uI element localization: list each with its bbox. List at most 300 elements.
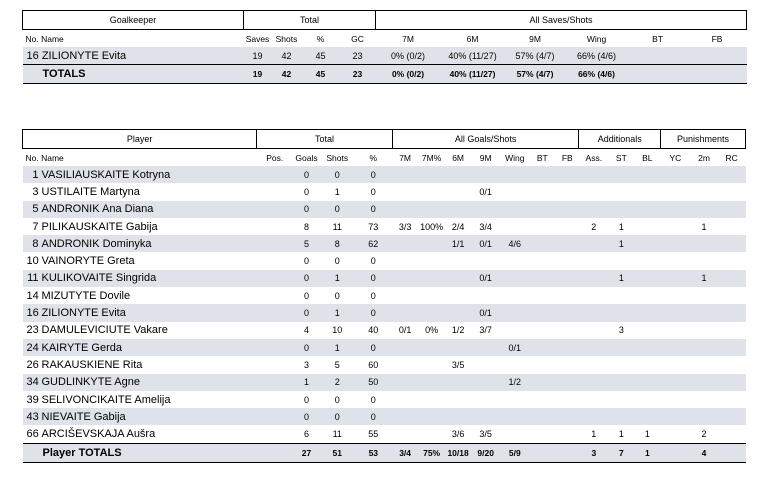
wing-cell (500, 408, 529, 425)
player-number: 26 (26, 358, 39, 371)
red-card-cell (718, 356, 746, 373)
yellow-card-cell (661, 166, 691, 183)
fb-cell (556, 201, 579, 218)
6m-cell (445, 408, 470, 425)
blocks-cell (634, 339, 661, 356)
goalkeeper-totals-row (23, 65, 747, 84)
steals-cell (609, 201, 634, 218)
7m-cell (392, 201, 417, 218)
additionals-group-header: Additionals (579, 130, 661, 149)
totals-label: TOTALS (23, 65, 244, 84)
6m-cell (445, 391, 470, 408)
pos-header: Pos. (266, 152, 284, 163)
total-group-header: Total (244, 11, 376, 30)
pos-cell (257, 356, 293, 373)
7m-percent-cell (418, 304, 446, 321)
6m-cell (445, 270, 470, 287)
bt-cell (529, 166, 555, 183)
wing-cell (500, 252, 529, 269)
table-row (23, 322, 746, 339)
two-minutes-cell (690, 356, 718, 373)
player-name: GUDLINKYTE Agne (41, 376, 140, 389)
shots-cell: 1 (320, 270, 354, 287)
bt-header: BT (652, 33, 663, 44)
7m-percent-cell (418, 201, 446, 218)
percent-cell: 62 (354, 235, 392, 252)
7m-percent-cell (418, 183, 446, 200)
player-number: 16 (26, 307, 39, 320)
player-number: 34 (26, 376, 39, 389)
table-row (23, 304, 746, 321)
7m-percent-cell: 75% (418, 443, 446, 462)
percent-cell: 0 (354, 166, 392, 183)
percent-cell: 0 (370, 256, 376, 267)
6m-cell (445, 166, 470, 183)
7m-percent-cell (418, 391, 446, 408)
player-name: ZILIONYTE Evita (41, 307, 126, 320)
steals-cell (609, 166, 634, 183)
red-card-cell (718, 201, 746, 218)
pos-cell (257, 270, 293, 287)
9m-cell (471, 374, 501, 391)
two-minutes-cell: 4 (690, 443, 718, 462)
fb-cell (556, 356, 579, 373)
7m-cell (392, 304, 417, 321)
9m-cell (471, 356, 501, 373)
yellow-card-header: YC (669, 152, 682, 163)
blocks-cell (634, 218, 661, 235)
two-minutes-cell (690, 183, 718, 200)
assists-cell (579, 391, 609, 408)
percent-cell: 55 (368, 429, 379, 440)
blocks-cell (634, 287, 661, 304)
wing-cell: 4/6 (500, 235, 529, 252)
player-name-cell (23, 391, 257, 408)
bt-cell (529, 356, 555, 373)
shots-header: Shots (275, 33, 298, 44)
assists-cell (579, 183, 609, 200)
player-name-cell (23, 270, 257, 287)
player-number: 1 (32, 168, 39, 181)
wing-cell: 0/1 (500, 339, 529, 356)
bt-cell (529, 270, 555, 287)
gc-cell: 23 (340, 65, 376, 84)
player-number: 8 (32, 237, 39, 250)
no-name-header: No. Name (25, 33, 64, 44)
goals-cell: 0 (304, 186, 310, 197)
player-name: VAINORYTE Greta (41, 255, 135, 268)
assists-cell (579, 166, 609, 183)
table-row (23, 166, 746, 183)
9m-cell (471, 287, 501, 304)
wing-cell (500, 425, 529, 443)
goalkeeper-group-header-row (23, 11, 747, 30)
6m-cell: 40% (11/27) (441, 65, 505, 84)
pos-cell (257, 201, 293, 218)
shots-cell: 0 (334, 394, 340, 405)
bt-cell (529, 425, 555, 443)
red-card-cell (718, 218, 746, 235)
9m-cell: 57% (4/7) (505, 47, 566, 65)
bt-cell (529, 287, 555, 304)
steals-cell: 1 (609, 270, 634, 287)
yellow-card-cell (661, 425, 691, 443)
table-row (23, 339, 746, 356)
shots-cell: 0 (320, 166, 354, 183)
percent-cell: 0 (370, 394, 376, 405)
table-row (23, 218, 746, 235)
two-minutes-cell (690, 235, 718, 252)
6m-cell: 2/4 (451, 221, 465, 232)
6m-cell (445, 374, 470, 391)
percent-cell: 0 (370, 186, 376, 197)
goals-cell: 6 (304, 429, 310, 440)
player-number: 3 (32, 185, 39, 198)
blocks-cell (634, 374, 661, 391)
two-minutes-cell (690, 322, 718, 339)
goals-cell: 0 (304, 256, 310, 267)
7m-header: 7M (402, 33, 414, 44)
percent-cell: 60 (368, 359, 379, 370)
steals-cell (609, 252, 634, 269)
7m-percent-cell (418, 339, 446, 356)
player-number: 66 (26, 428, 39, 441)
9m-cell (471, 339, 501, 356)
goalkeeper-table (22, 10, 747, 84)
6m-cell (445, 252, 470, 269)
yellow-card-cell (661, 287, 691, 304)
player-name: ANDRONIK Ana Diana (41, 203, 154, 216)
9m-cell: 3/7 (479, 325, 492, 336)
7m-percent-cell (418, 270, 446, 287)
7m-cell (392, 374, 417, 391)
table-row (23, 287, 746, 304)
goals-header: Goals (295, 152, 318, 163)
goals-cell: 0 (293, 408, 321, 425)
fb-cell (556, 252, 579, 269)
gc-cell: 23 (340, 47, 376, 65)
percent-cell: 40 (368, 325, 379, 336)
wing-cell: 66% (4/6) (566, 65, 628, 84)
bt-cell (529, 408, 555, 425)
blocks-cell (634, 408, 661, 425)
7m-cell (392, 425, 417, 443)
table-row (23, 47, 747, 65)
pos-cell (257, 287, 293, 304)
fb-cell (556, 443, 579, 462)
player-name: MIZUTYTE Dovile (41, 289, 131, 302)
player-column-header-row (23, 149, 746, 167)
pos-cell (257, 235, 293, 252)
bt-cell (529, 339, 555, 356)
9m-cell (471, 391, 501, 408)
fb-cell (556, 287, 579, 304)
fb-cell (556, 339, 579, 356)
goalkeeper-column-header-row (23, 30, 747, 48)
steals-cell: 7 (609, 443, 634, 462)
player-name-cell (23, 166, 257, 183)
shots-cell: 0 (320, 408, 354, 425)
9m-cell (471, 408, 501, 425)
6m-cell (445, 183, 470, 200)
7m-header: 7M (399, 152, 412, 163)
two-minutes-cell (690, 166, 718, 183)
assists-cell: 2 (591, 221, 597, 232)
assists-cell (579, 408, 609, 425)
player-name-cell (23, 218, 257, 235)
fb-cell (556, 183, 579, 200)
pos-cell (257, 339, 293, 356)
assists-cell (579, 356, 609, 373)
wing-header: Wing (586, 33, 607, 44)
red-card-cell (718, 166, 746, 183)
pos-cell (257, 374, 293, 391)
player-name: SELIVONCIKAITE Amelija (41, 393, 171, 406)
yellow-card-cell (661, 391, 691, 408)
yellow-card-cell (661, 339, 691, 356)
bt-cell (628, 65, 688, 84)
yellow-card-cell (661, 252, 691, 269)
player-number: 10 (26, 255, 39, 268)
yellow-card-cell (661, 322, 691, 339)
7m-cell: 0/1 (398, 325, 412, 336)
red-card-cell (718, 322, 746, 339)
steals-cell (609, 304, 634, 321)
blocks-cell: 1 (644, 429, 650, 440)
fb-header: FB (711, 33, 723, 44)
two-minutes-cell: 2 (701, 429, 707, 440)
goals-cell: 1 (293, 374, 321, 391)
two-minutes-cell (690, 339, 718, 356)
fb-cell (556, 322, 579, 339)
goals-cell: 0 (293, 201, 321, 218)
yellow-card-cell (661, 201, 691, 218)
pos-cell (257, 408, 293, 425)
9m-cell: 0/1 (471, 235, 501, 252)
fb-cell (556, 235, 579, 252)
player-number: 14 (26, 289, 39, 302)
player-name: PILIKAUSKAITE Gabija (41, 220, 158, 233)
fb-cell (556, 166, 579, 183)
shots-cell: 42 (272, 65, 302, 84)
percent-cell: 0 (370, 290, 376, 301)
wing-cell: 1/2 (500, 374, 529, 391)
steals-cell: 1 (618, 221, 624, 232)
wing-cell (500, 304, 529, 321)
table-row (23, 252, 746, 269)
9m-cell: 57% (4/7) (505, 65, 566, 84)
red-card-cell (718, 252, 746, 269)
6m-header: 6M (452, 152, 464, 163)
saves-cell: 19 (244, 65, 272, 84)
assists-cell (579, 287, 609, 304)
table-row (23, 356, 746, 373)
wing-cell (500, 270, 529, 287)
fb-cell (556, 408, 579, 425)
player-name: VASILIAUSKAITE Kotryna (41, 168, 171, 181)
pos-cell (257, 391, 293, 408)
blocks-cell (634, 235, 661, 252)
steals-cell (609, 374, 634, 391)
6m-cell: 40% (11/27) (441, 47, 505, 65)
shots-cell: 11 (332, 221, 342, 232)
9m-cell: 0/1 (471, 304, 501, 321)
table-row (23, 201, 746, 218)
shots-cell: 5 (334, 359, 340, 370)
7m-cell (392, 408, 417, 425)
percent-cell: 45 (302, 47, 340, 65)
7m-percent-cell (418, 356, 446, 373)
yellow-card-cell (661, 218, 691, 235)
red-card-cell (718, 425, 746, 443)
7m-cell (392, 252, 417, 269)
goals-cell: 8 (304, 221, 310, 232)
two-minutes-cell (690, 391, 718, 408)
7m-cell (392, 166, 417, 183)
player-name-cell (23, 252, 257, 269)
table-row (23, 425, 746, 443)
assists-cell (579, 374, 609, 391)
shots-cell: 0 (334, 290, 340, 301)
percent-cell: 45 (302, 65, 340, 84)
bt-cell (529, 252, 555, 269)
assists-cell: 3 (579, 443, 609, 462)
totals-label: Player TOTALS (23, 443, 257, 462)
bt-cell (529, 304, 555, 321)
goals-cell: 0 (293, 270, 321, 287)
percent-cell: 0 (354, 304, 392, 321)
percent-cell: 0 (354, 270, 392, 287)
steals-cell: 1 (609, 235, 634, 252)
7m-percent-cell: 0% (425, 325, 439, 336)
fb-cell (556, 374, 579, 391)
shots-header: Shots (326, 152, 349, 163)
player-name-cell (23, 425, 257, 443)
player-totals-row (23, 443, 746, 462)
blocks-cell (634, 201, 661, 218)
bt-cell (529, 183, 555, 200)
steals-cell (609, 339, 634, 356)
6m-cell: 1/2 (451, 325, 465, 336)
7m-cell (392, 183, 417, 200)
shots-cell: 8 (320, 235, 354, 252)
shots-cell: 10 (332, 325, 343, 336)
pos-cell (257, 252, 293, 269)
wing-cell: 66% (4/6) (566, 47, 628, 65)
steals-header: ST (615, 152, 627, 163)
wing-cell (500, 391, 529, 408)
7m-cell (392, 356, 417, 373)
red-card-cell (718, 270, 746, 287)
blocks-cell: 1 (634, 443, 661, 462)
7m-percent-cell (418, 408, 446, 425)
steals-cell: 1 (618, 429, 624, 440)
player-name-cell: 16 ZILIONYTE Evita (23, 47, 244, 65)
blocks-cell (634, 322, 661, 339)
player-name-cell (23, 201, 257, 218)
7m-percent-cell: 100% (420, 221, 444, 232)
player-group-header: Player (23, 130, 257, 149)
6m-cell (445, 339, 470, 356)
two-minutes-cell (690, 252, 718, 269)
red-card-cell (718, 183, 746, 200)
pos-cell (257, 322, 293, 339)
table-row (23, 235, 746, 252)
player-name-cell (23, 408, 257, 425)
punishments-group-header: Punishments (661, 130, 746, 149)
blocks-cell (634, 166, 661, 183)
saves-group-header: All Saves/Shots (376, 11, 747, 30)
yellow-card-cell (661, 374, 691, 391)
bt-cell (529, 201, 555, 218)
wing-cell (500, 322, 529, 339)
yellow-card-cell (661, 270, 691, 287)
shots-cell: 1 (320, 304, 354, 321)
wing-cell (500, 183, 529, 200)
7m-percent-cell (418, 374, 446, 391)
9m-cell (471, 201, 501, 218)
6m-cell (445, 201, 470, 218)
7m-percent-cell (418, 235, 446, 252)
wing-cell (500, 218, 529, 235)
assists-header: Ass. (585, 152, 603, 163)
red-card-cell (718, 374, 746, 391)
shots-cell: 42 (272, 47, 302, 65)
player-name: NIEVAITE Gabija (41, 410, 126, 423)
red-card-cell (718, 339, 746, 356)
goals-cell: 0 (293, 166, 321, 183)
wing-cell (500, 287, 529, 304)
player-name-cell (23, 374, 257, 391)
steals-cell (609, 287, 634, 304)
wing-cell (500, 356, 529, 373)
pos-cell (257, 304, 293, 321)
7m-percent-cell (418, 287, 446, 304)
two-minutes-cell (690, 374, 718, 391)
shots-cell: 2 (320, 374, 354, 391)
percent-header: % (316, 33, 325, 44)
bt-cell (529, 391, 555, 408)
steals-cell: 3 (618, 325, 624, 336)
6m-header: 6M (466, 33, 479, 44)
player-number: 11 (27, 272, 39, 285)
9m-header: 9M (479, 152, 492, 163)
fb-cell (556, 391, 579, 408)
player-name-cell (23, 322, 257, 339)
two-minutes-cell: 1 (690, 270, 718, 287)
total-group-header: Total (257, 130, 393, 149)
player-name-cell (23, 356, 257, 373)
table-row (23, 374, 746, 391)
6m-cell: 3/5 (451, 359, 465, 370)
pos-cell (257, 425, 293, 443)
blocks-cell (634, 391, 661, 408)
yellow-card-cell (661, 235, 691, 252)
shots-cell: 1 (320, 339, 354, 356)
no-name-header: No. Name (25, 152, 64, 163)
red-card-cell (718, 408, 746, 425)
pos-cell (257, 183, 293, 200)
7m-cell (392, 235, 417, 252)
player-number: 43 (26, 410, 39, 423)
player-group-header-row (23, 130, 746, 149)
yellow-card-cell (661, 183, 691, 200)
player-name-cell (23, 304, 257, 321)
table-row (23, 270, 746, 287)
pos-cell (257, 218, 293, 235)
assists-cell (579, 322, 609, 339)
red-card-cell (718, 235, 746, 252)
